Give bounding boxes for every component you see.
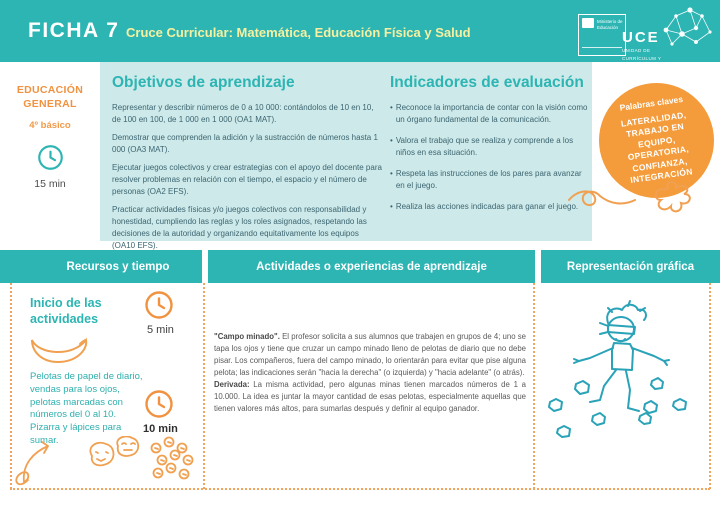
education-level-label: EDUCACIÓN GENERAL <box>16 84 84 110</box>
materials-text: Pelotas de papel de diario, vendas para los ojos, pelotas marcadas con números del 0 al 10. Pizarra y lápices para sumar. <box>30 371 143 447</box>
bullet-glyph: • <box>390 136 393 145</box>
objectives-section <box>112 74 382 252</box>
activity-derived-paragraph <box>214 379 526 415</box>
activity-main-text: El profesor solicita a sus alumnos que trabajen en grupos de 4; uno se tapa los ojos y tiene que cruzar un campo minado lleno de pelotas de diario que no debe pisar. Los compañeros, fuera del campo minado, lo orientarán para evitar que pise alguna pelota; las indicaciones serán "hacia la derecha" (o izquierda) y "hacia adelante" (o atrás). <box>214 332 526 378</box>
objectives-title: Objetivos de aprendizaje <box>112 74 295 91</box>
bullet-glyph: • <box>390 202 393 211</box>
indicator-item <box>390 201 590 213</box>
table-border-left <box>10 283 12 489</box>
indicator-text: Respeta las instrucciones de los pares para avanzar en el juego. <box>395 169 582 190</box>
objective-paragraph: Practicar actividades físicas y/o juegos colectivos con responsabilidad y honestidad, cumpliendo las reglas y los roles asignados, respetando las decisiones de la autoridad y organizando equitativamente los equipos (OA10 EFS). <box>112 205 367 250</box>
uce-subtext-line3: EVALUACIÓN <box>622 63 655 69</box>
ministry-logo <box>578 14 626 56</box>
grade-label: 4º básico <box>29 120 71 132</box>
indicator-text: Valora el trabajo que se realiza y comprende a los niños en esa situación. <box>395 136 574 157</box>
molecule-network-icon <box>652 2 716 52</box>
flower-doodle <box>650 180 700 216</box>
paper-balls-doodle <box>14 436 198 488</box>
table-border-bottom <box>10 488 710 490</box>
game-title: "Campo minado". <box>214 332 280 341</box>
column-header-recursos: Recursos y tiempo <box>0 250 202 283</box>
indicators-title: Indicadores de evaluación <box>390 74 584 91</box>
objective-paragraph: Ejecutar juegos colectivos y crear estrategias con el apoyo del docente para resolver problemas en relación con el tiempo, el espacio y el número de personas (OA2 EFS). <box>112 163 382 196</box>
indicator-text: Realiza las acciones indicadas para ganar el juego. <box>395 202 579 211</box>
ministry-logo-divider <box>582 47 622 52</box>
indicator-item <box>390 102 590 126</box>
indicator-item <box>390 168 590 192</box>
header-bar <box>0 0 720 69</box>
ministry-logo-label: Ministerio de Educación <box>597 19 623 30</box>
squiggle-arrow-doodle <box>565 186 641 218</box>
phase1-time: 5 min <box>147 324 174 336</box>
bullet-glyph: • <box>390 169 393 178</box>
table-border-col1 <box>203 283 205 489</box>
uce-acronym: UCE <box>622 29 660 46</box>
activity-description <box>214 331 526 416</box>
sidebar-level-info <box>0 62 100 250</box>
clock-icon <box>144 290 174 325</box>
clock-icon <box>144 389 174 424</box>
indicator-text: Reconoce la importancia de contar con la visión como un órgano fundamental de la comunicación. <box>395 103 588 124</box>
bullet-glyph: • <box>390 103 393 112</box>
uce-subtext-line1: UNIDAD DE <box>622 48 651 53</box>
phase2-time: 10 min <box>143 423 178 435</box>
objectives-indicators-panel <box>100 62 592 250</box>
indicators-section <box>390 74 590 213</box>
smile-doodle <box>28 334 92 366</box>
clock-icon <box>0 144 100 176</box>
table-border-col2 <box>533 283 535 489</box>
total-duration-label: 15 min <box>34 178 66 191</box>
activity-derived-text: La misma actividad, pero algunas minas tienen marcados números de 1 a 10.000. La idea es juntar la mayor cantidad de esas pelotas, especialmente aquellas que tienen valores más altos, para sumarlas después y definir al equipo ganador. <box>214 380 526 414</box>
indicator-item <box>390 135 590 159</box>
column-header-representacion: Representación gráfica <box>541 250 720 283</box>
keywords-title: Palabras claves <box>619 94 684 113</box>
objective-paragraph: Representar y describir números de 0 a 10 000: contándolos de 10 en 10, de 100 en 100, de 1 000 en 1 000 (OA1 MAT). <box>112 103 374 124</box>
page-title: Cruce Curricular: Matemática, Educación Física y Salud <box>126 25 471 40</box>
keywords-badge-content <box>594 91 720 191</box>
phase1-label: Inicio de las actividades <box>30 296 102 326</box>
blindfolded-kid-drawing <box>548 298 713 448</box>
keywords-list: LATERALIDAD, TRABAJO EN EQUIPO, OPERATORIA, CONFIANZA, INTEGRACIÓN <box>620 109 694 186</box>
objective-paragraph: Demostrar que comprenden la adición y la sustracción de números hasta 1 000 (OA3 MAT). <box>112 133 378 154</box>
column-header-actividades: Actividades o experiencias de aprendizaje <box>208 250 535 283</box>
uce-subtext-line2: CURRÍCULUM Y <box>622 55 662 61</box>
ficha-number: FICHA 7 <box>28 19 120 42</box>
activity-main-paragraph <box>214 331 526 379</box>
ministry-emblem-icon <box>582 18 594 28</box>
derived-label: Derivada: <box>214 380 250 390</box>
